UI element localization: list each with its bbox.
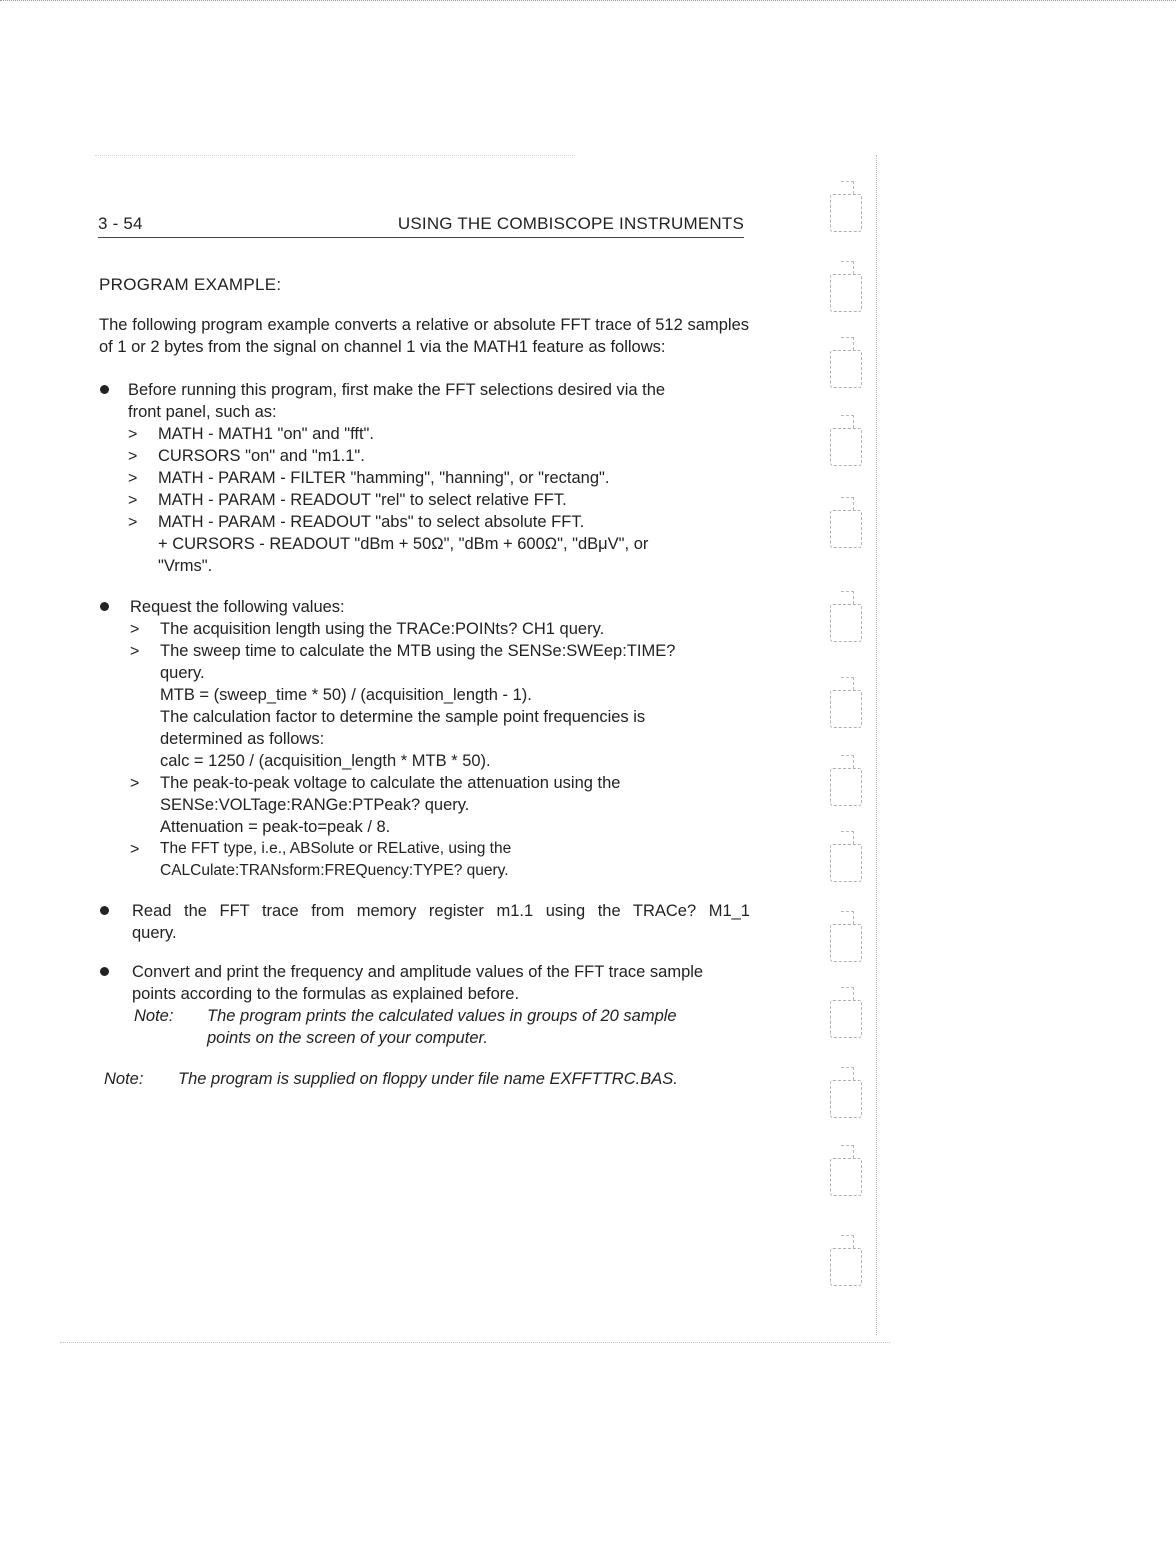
thumb-tab	[830, 350, 862, 388]
thumb-tab	[830, 428, 862, 466]
bullet2-item-text: The calculation factor to determine the sample point frequencies is	[160, 708, 646, 726]
bullet2-item: The acquisition length using the TRACe:POINts? CH1 query.	[160, 620, 605, 638]
thumb-tab	[830, 844, 862, 882]
thumb-tab	[830, 924, 862, 962]
final-note-text: The program is supplied on floppy under file name EXFFTTRC.BAS.	[178, 1070, 678, 1088]
section-title: PROGRAM EXAMPLE:	[99, 275, 282, 294]
bullet2-formula: calc = 1250 / (acquisition_length * MTB * 50).	[160, 752, 491, 770]
bullet3-line2: query.	[132, 924, 177, 942]
marker-icon: >	[130, 621, 140, 638]
thumb-tab	[830, 1000, 862, 1038]
marker-icon: >	[128, 426, 138, 443]
bullet1-item: MATH - PARAM - READOUT "rel" to select relative FFT.	[158, 491, 567, 509]
thumb-tab	[830, 194, 862, 232]
scan-edge-bottom	[60, 1342, 890, 1343]
bullet2-item-text: query.	[160, 664, 205, 682]
intro-paragraph: The following program example converts a relative or absolute FFT trace of 512 samples of 1 or 2 bytes from the signal on channel 1 via the MATH1 feature as follows:	[99, 316, 749, 356]
bullet-icon	[100, 383, 114, 397]
bullet1-item: MATH - PARAM - FILTER "hamming", "hanning", or "rectang".	[158, 469, 610, 487]
page-number: 3 - 54	[98, 214, 143, 233]
bullet3-line1: Read the FFT trace from memory register m1.1 using the TRACe? M1_1	[132, 902, 750, 920]
thumb-index-tabs	[822, 180, 882, 1330]
marker-icon: >	[130, 643, 140, 660]
bullet1-item: MATH - PARAM - READOUT "abs" to select absolute FFT.	[158, 513, 585, 531]
bullet1-line2: front panel, such as:	[128, 403, 277, 421]
thumb-tab	[830, 768, 862, 806]
page-header	[98, 213, 744, 238]
bullet2-item-text: CALCulate:TRANsform:FREQuency:TYPE? query.	[160, 862, 509, 879]
note-text: The program prints the calculated values in groups of 20 sample	[207, 1007, 677, 1025]
marker-icon: >	[130, 775, 140, 792]
marker-icon: >	[128, 492, 138, 509]
bullet4-line2: points according to the formulas as explained before.	[132, 985, 520, 1003]
final-note-label: Note:	[104, 1070, 144, 1088]
bullet2-formula: MTB = (sweep_time * 50) / (acquisition_length - 1).	[160, 686, 532, 704]
bullet-icon	[100, 965, 114, 979]
marker-icon: >	[128, 448, 138, 465]
scan-edge-top	[0, 0, 1176, 1]
scan-mark-upper	[95, 155, 575, 156]
bullet-icon	[100, 904, 114, 918]
marker-icon: >	[128, 470, 138, 487]
bullet1-item: CURSORS "on" and "m1.1".	[158, 447, 365, 465]
bullet2-formula: Attenuation = peak-to=peak / 8.	[160, 818, 391, 836]
bullet1-continuation: + CURSORS - READOUT "dBm + 50Ω", "dBm + 600Ω", "dBμV", or	[158, 535, 649, 553]
marker-icon: >	[128, 514, 138, 531]
thumb-tab	[830, 510, 862, 548]
marker-icon: >	[130, 841, 140, 858]
thumb-tab	[830, 604, 862, 642]
bullet2-item-text: determined as follows:	[160, 730, 325, 748]
thumb-tab	[830, 1158, 862, 1196]
bullet1-line1: Before running this program, first make the FFT selections desired via the	[128, 381, 666, 399]
thumb-tab	[830, 1248, 862, 1286]
bullet4-line1: Convert and print the frequency and amplitude values of the FFT trace sample	[132, 963, 704, 981]
bullet2-item: The FFT type, i.e., ABSolute or RELative, using the	[160, 840, 512, 857]
thumb-tab	[830, 1080, 862, 1118]
bullet2-item-text: SENSe:VOLTage:RANGe:PTPeak? query.	[160, 796, 470, 814]
chapter-title: USING THE COMBISCOPE INSTRUMENTS	[397, 214, 744, 233]
note-text: points on the screen of your computer.	[207, 1029, 488, 1047]
bullet1-continuation: "Vrms".	[158, 557, 213, 575]
bullet1-item: MATH - MATH1 "on" and "fft".	[158, 425, 374, 443]
bullet2-item: The peak-to-peak voltage to calculate the attenuation using the	[160, 774, 621, 792]
note-label: Note:	[134, 1007, 174, 1025]
thumb-tab	[830, 274, 862, 312]
bullet2-line1: Request the following values:	[130, 598, 345, 616]
bullet-icon	[100, 600, 114, 614]
thumb-tab	[830, 690, 862, 728]
bullet2-item: The sweep time to calculate the MTB using the SENSe:SWEep:TIME?	[160, 642, 676, 660]
